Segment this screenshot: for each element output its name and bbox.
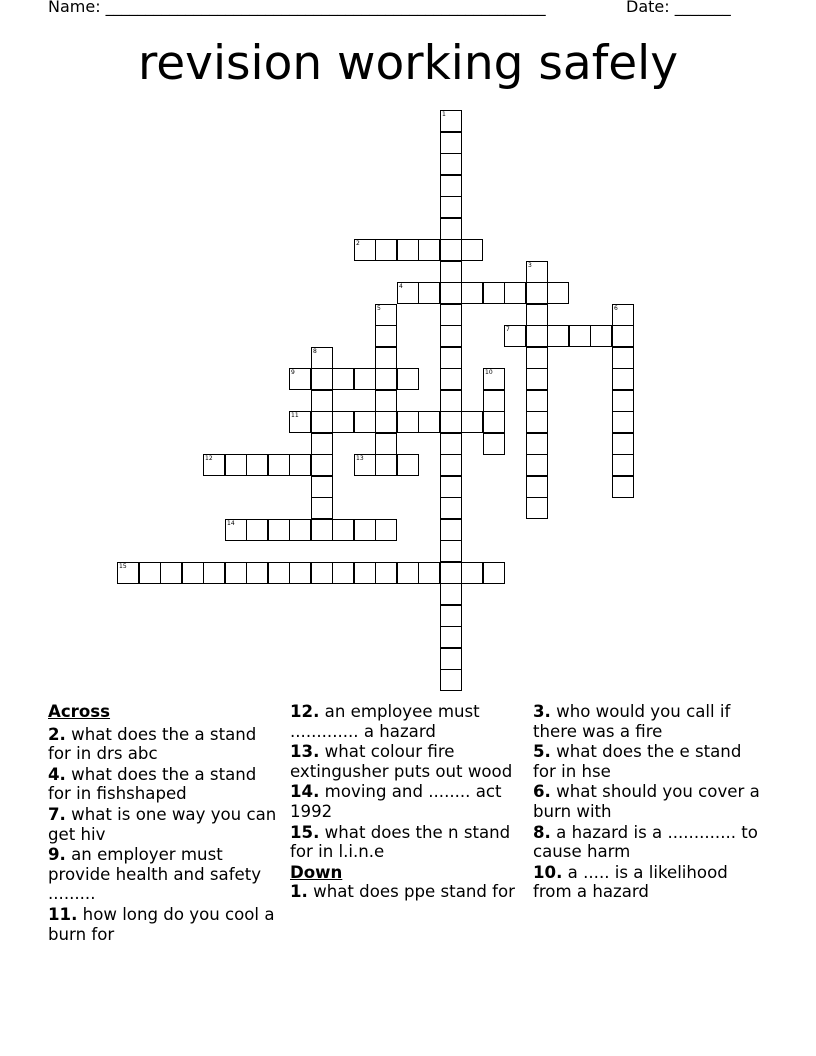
grid-cell[interactable] xyxy=(440,218,462,240)
grid-cell[interactable] xyxy=(526,347,548,369)
grid-cell[interactable] xyxy=(526,325,548,347)
cell-number: 10 xyxy=(485,369,493,376)
clue-number: 7. xyxy=(48,804,66,824)
cell-number: 6 xyxy=(614,305,618,312)
down-heading: Down xyxy=(290,862,343,882)
grid-cell[interactable] xyxy=(397,282,419,304)
clue-text: what does the a stand for in drs abc xyxy=(48,724,257,764)
grid-cell[interactable] xyxy=(483,562,505,584)
grid-cell[interactable] xyxy=(354,239,376,261)
clue-text: who would you call if there was a fire xyxy=(533,702,731,741)
grid-cell[interactable] xyxy=(418,282,440,304)
grid-cell[interactable] xyxy=(289,454,311,476)
grid-cell[interactable] xyxy=(375,304,397,326)
grid-cell[interactable] xyxy=(440,669,462,691)
grid-cell[interactable] xyxy=(461,562,483,584)
grid-cell[interactable] xyxy=(354,368,376,390)
grid-cell[interactable] xyxy=(612,476,634,498)
clue-down-6 xyxy=(533,782,769,821)
clue-text: what is one way you can get hiv xyxy=(48,804,277,844)
clue-down-10 xyxy=(533,863,769,902)
grid-cell[interactable] xyxy=(526,454,548,476)
clue-number: 6. xyxy=(533,782,551,802)
grid-cell[interactable] xyxy=(311,562,333,584)
grid-cell[interactable] xyxy=(612,368,634,390)
clue-text: what does the a stand for in fishshaped xyxy=(48,764,257,804)
clue-number: 5. xyxy=(533,742,551,762)
grid-cell[interactable] xyxy=(375,411,397,433)
grid-cell[interactable] xyxy=(440,325,462,347)
grid-cell[interactable] xyxy=(547,325,569,347)
clues-column-1 xyxy=(48,702,284,945)
cell-number: 1 xyxy=(442,111,446,118)
grid-cell[interactable] xyxy=(289,562,311,584)
clue-text: a ..... is a likelihood from a hazard xyxy=(533,862,728,902)
grid-cell[interactable] xyxy=(354,411,376,433)
grid-cell[interactable] xyxy=(311,519,333,541)
clue-number: 2. xyxy=(48,724,66,744)
grid-cell[interactable] xyxy=(440,153,462,175)
grid-cell[interactable] xyxy=(397,562,419,584)
grid-cell[interactable] xyxy=(311,411,333,433)
clue-number: 3. xyxy=(533,702,551,721)
clue-number: 13. xyxy=(290,742,320,762)
clue-number: 12. xyxy=(290,702,320,721)
grid-cell[interactable] xyxy=(246,454,268,476)
grid-cell[interactable] xyxy=(504,325,526,347)
grid-cell[interactable] xyxy=(612,304,634,326)
cell-number: 2 xyxy=(356,240,360,247)
grid-cell[interactable] xyxy=(483,390,505,412)
grid-cell[interactable] xyxy=(612,411,634,433)
clue-down-3 xyxy=(533,702,769,741)
clue-text: what should you cover a burn with xyxy=(533,782,760,821)
grid-cell[interactable] xyxy=(440,304,462,326)
grid-cell[interactable] xyxy=(332,519,354,541)
grid-cell[interactable] xyxy=(612,390,634,412)
grid-cell[interactable] xyxy=(440,476,462,498)
grid-cell[interactable] xyxy=(483,411,505,433)
grid-cell[interactable] xyxy=(311,497,333,519)
cell-number: 14 xyxy=(227,520,235,527)
grid-cell[interactable] xyxy=(225,562,247,584)
grid-cell[interactable] xyxy=(268,519,290,541)
grid-cell[interactable] xyxy=(440,132,462,154)
clue-text: an employer must provide health and safety ......... xyxy=(48,845,262,904)
clue-text: what does the n stand for in l.i.n.e xyxy=(290,822,511,862)
cell-number: 3 xyxy=(528,262,532,269)
grid-cell[interactable] xyxy=(375,347,397,369)
grid-cell[interactable] xyxy=(332,411,354,433)
clue-text: what does the e stand for in hse xyxy=(533,742,742,781)
grid-cell[interactable] xyxy=(375,368,397,390)
grid-cell[interactable] xyxy=(311,476,333,498)
grid-cell[interactable] xyxy=(526,282,548,304)
grid-cell[interactable] xyxy=(375,562,397,584)
grid-cell[interactable] xyxy=(440,433,462,455)
clue-across-4 xyxy=(48,765,284,804)
grid-cell[interactable] xyxy=(397,411,419,433)
grid-cell[interactable] xyxy=(375,239,397,261)
clue-text: an employee must ............. a hazard xyxy=(290,702,480,741)
clue-number: 8. xyxy=(533,822,551,842)
clues-column-3 xyxy=(533,702,769,903)
grid-cell[interactable] xyxy=(375,390,397,412)
grid-cell[interactable] xyxy=(375,433,397,455)
clue-across-12 xyxy=(290,702,526,741)
grid-cell[interactable] xyxy=(332,562,354,584)
grid-cell[interactable] xyxy=(526,476,548,498)
cell-number: 15 xyxy=(119,563,127,570)
grid-cell[interactable] xyxy=(203,562,225,584)
clue-text: what does ppe stand for xyxy=(307,882,515,902)
clue-down-5 xyxy=(533,742,769,781)
grid-cell[interactable] xyxy=(332,368,354,390)
grid-cell[interactable] xyxy=(354,454,376,476)
clue-across-9 xyxy=(48,845,284,904)
clue-down-1 xyxy=(290,882,526,902)
clue-number: 10. xyxy=(533,862,563,882)
grid-cell[interactable] xyxy=(440,261,462,283)
grid-cell[interactable] xyxy=(246,519,268,541)
grid-cell[interactable] xyxy=(440,540,462,562)
grid-cell[interactable] xyxy=(440,626,462,648)
grid-cell[interactable] xyxy=(612,433,634,455)
cell-number: 4 xyxy=(399,283,403,290)
grid-cell[interactable] xyxy=(440,196,462,218)
grid-cell[interactable] xyxy=(440,583,462,605)
grid-cell[interactable] xyxy=(483,433,505,455)
grid-cell[interactable] xyxy=(311,347,333,369)
cell-number: 9 xyxy=(291,369,295,376)
clue-number: 4. xyxy=(48,764,66,784)
grid-cell[interactable] xyxy=(526,261,548,283)
grid-cell[interactable] xyxy=(375,454,397,476)
clues-column-2 xyxy=(290,702,526,903)
clue-across-14 xyxy=(290,782,526,821)
grid-cell[interactable] xyxy=(418,562,440,584)
puzzle-title: revision working safely xyxy=(137,36,679,91)
grid-cell[interactable] xyxy=(483,282,505,304)
grid-cell[interactable] xyxy=(526,433,548,455)
grid-cell[interactable] xyxy=(225,519,247,541)
grid-cell[interactable] xyxy=(526,390,548,412)
grid-cell[interactable] xyxy=(612,347,634,369)
grid-cell[interactable] xyxy=(225,454,247,476)
clue-number: 14. xyxy=(290,782,320,802)
cell-number: 11 xyxy=(291,412,299,419)
grid-cell[interactable] xyxy=(397,239,419,261)
grid-cell[interactable] xyxy=(526,411,548,433)
grid-cell[interactable] xyxy=(311,368,333,390)
cell-number: 8 xyxy=(313,348,317,355)
grid-cell[interactable] xyxy=(375,519,397,541)
clue-across-7 xyxy=(48,805,284,844)
grid-cell[interactable] xyxy=(440,605,462,627)
grid-cell[interactable] xyxy=(440,368,462,390)
grid-cell[interactable] xyxy=(375,325,397,347)
grid-cell[interactable] xyxy=(440,282,462,304)
grid-cell[interactable] xyxy=(397,368,419,390)
grid-cell[interactable] xyxy=(139,562,161,584)
grid-cell[interactable] xyxy=(526,304,548,326)
grid-cell[interactable] xyxy=(354,519,376,541)
grid-cell[interactable] xyxy=(311,433,333,455)
clue-across-2 xyxy=(48,725,284,764)
grid-cell[interactable] xyxy=(612,454,634,476)
grid-cell[interactable] xyxy=(483,368,505,390)
grid-cell[interactable] xyxy=(504,282,526,304)
grid-cell[interactable] xyxy=(397,454,419,476)
grid-cell[interactable] xyxy=(440,390,462,412)
clue-number: 1. xyxy=(290,882,308,902)
grid-cell[interactable] xyxy=(311,390,333,412)
name-field-label: Name: _______________________________________________________ xyxy=(48,0,546,16)
clue-text: how long do you cool a burn for xyxy=(48,904,275,944)
cell-number: 7 xyxy=(506,326,510,333)
across-heading: Across xyxy=(48,702,111,721)
grid-cell[interactable] xyxy=(526,368,548,390)
clue-number: 11. xyxy=(48,904,78,924)
grid-cell[interactable] xyxy=(547,282,569,304)
grid-cell[interactable] xyxy=(440,454,462,476)
grid-cell[interactable] xyxy=(182,562,204,584)
grid-cell[interactable] xyxy=(268,454,290,476)
grid-cell[interactable] xyxy=(440,175,462,197)
grid-cell[interactable] xyxy=(440,497,462,519)
clue-across-11 xyxy=(48,905,284,944)
clue-down-8 xyxy=(533,823,769,862)
clue-number: 9. xyxy=(48,845,66,865)
grid-cell[interactable] xyxy=(117,562,139,584)
grid-cell[interactable] xyxy=(289,411,311,433)
grid-cell[interactable] xyxy=(440,562,462,584)
grid-cell[interactable] xyxy=(203,454,225,476)
date-field-label: Date: _______ xyxy=(626,0,731,16)
clue-across-13 xyxy=(290,742,526,781)
grid-cell[interactable] xyxy=(612,325,634,347)
grid-cell[interactable] xyxy=(440,347,462,369)
grid-cell[interactable] xyxy=(289,368,311,390)
clue-across-15 xyxy=(290,823,526,862)
grid-cell[interactable] xyxy=(461,239,483,261)
clue-text: a hazard is a ............. to cause harm xyxy=(533,822,758,862)
grid-cell[interactable] xyxy=(289,519,311,541)
grid-cell[interactable] xyxy=(461,411,483,433)
grid-cell[interactable] xyxy=(311,454,333,476)
grid-cell[interactable] xyxy=(268,562,290,584)
cell-number: 12 xyxy=(205,455,213,462)
grid-cell[interactable] xyxy=(246,562,268,584)
grid-cell[interactable] xyxy=(440,110,462,132)
clue-text: moving and ........ act 1992 xyxy=(290,782,502,821)
grid-cell[interactable] xyxy=(569,325,591,347)
clue-number: 15. xyxy=(290,822,320,842)
cell-number: 5 xyxy=(377,305,381,312)
clue-text: what colour fire extingusher puts out wood xyxy=(290,742,513,781)
grid-cell[interactable] xyxy=(440,239,462,261)
grid-cell[interactable] xyxy=(461,282,483,304)
grid-cell[interactable] xyxy=(440,519,462,541)
grid-cell[interactable] xyxy=(590,325,612,347)
cell-number: 13 xyxy=(356,455,364,462)
grid-cell[interactable] xyxy=(526,497,548,519)
grid-cell[interactable] xyxy=(440,648,462,670)
grid-cell[interactable] xyxy=(160,562,182,584)
grid-cell[interactable] xyxy=(418,411,440,433)
grid-cell[interactable] xyxy=(418,239,440,261)
grid-cell[interactable] xyxy=(440,411,462,433)
grid-cell[interactable] xyxy=(354,562,376,584)
